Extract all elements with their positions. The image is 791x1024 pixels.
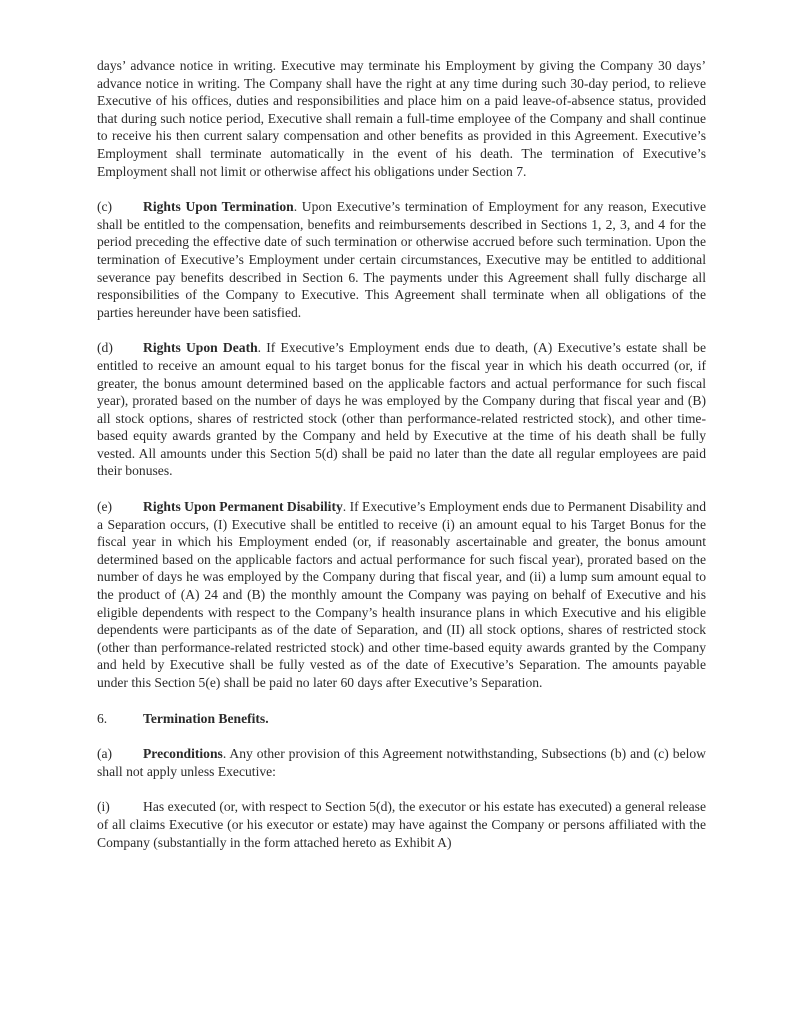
text-preconditions: . Any other provision of this Agreement notwithstanding, Subsections (b) and (c) below shall not apply unless Executive: [97,746,706,779]
section-number-6: 6. [97,710,108,726]
document-page [97,57,706,869]
heading-rights-upon-disability: Rights Upon Permanent Disability [143,499,343,515]
paragraph-rights-upon-death [97,339,706,480]
heading-rights-upon-termination: Rights Upon Termination [143,199,294,215]
item-label-i: (i) [97,799,110,815]
heading-rights-upon-death: Rights Upon Death [143,340,258,356]
text-release-clause: Has executed (or, with respect to Section 5(d), the executor or his estate has executed) a general release of all claims Executive (or his executor or estate) may have against the Company or persons affiliated with the Company (substantially in the form attached hereto as Exhibit A) [97,799,706,850]
section-heading-termination-benefits [97,710,706,728]
subsection-label-d: (d) [97,340,113,356]
paragraph-notice-text: days’ advance notice in writing. Executive may terminate his Employment by giving the Company 30 days’ advance notice in writing. The Company shall have the right at any time during such 30-day period, to relieve Executive of his offices, duties and responsibilities and place him on a paid leave-of-absence status, provided that during such notice period, Executive shall remain a full-time employee of the Company and shall continue to receive his then current salary compensation and other benefits as provided in this Agreement. Executive’s Employment shall terminate automatically in the event of his death. The termination of Executive’s Employment shall not limit or otherwise affect his obligations under Section 7. [97,58,706,179]
subsection-label-a: (a) [97,746,113,762]
text-rights-upon-termination: . Upon Executive’s termination of Employment for any reason, Executive shall be entitled to the compensation, benefits and reimbursements described in Sections 1, 2, 3, and 4 for the period preceding the effective date of such termination or otherwise accrued before such termination. Upon the termination of Executive’s Employment under certain circumstances, Executive may be entitled to additional severance pay benefits described in Section 6. The payments under this Agreement shall fully discharge all responsibilities of the Company to Executive. This Agreement shall terminate when all obligations of the parties hereunder have been satisfied. [97,199,706,320]
heading-termination-benefits: Termination Benefits. [143,710,269,726]
paragraph-rights-upon-termination [97,198,706,321]
paragraph-preconditions [97,745,706,780]
subsection-label-c: (c) [97,199,113,215]
paragraph-rights-upon-disability [97,498,706,692]
subsection-label-e: (e) [97,499,113,515]
heading-preconditions: Preconditions [143,746,223,762]
text-rights-upon-disability: . If Executive’s Employment ends due to Permanent Disability and a Separation occurs, (I) Executive shall be entitled to receive (i) an amount equal to his Target Bonus for the fiscal year in which his Employment ended (or, if reasonably ascertainable and greater, the bonus amount determined based on the applicable factors and actual performance for such fiscal year), prorated based on the number of days he was employed by the Company during that fiscal year, and (ii) a lump sum amount equal to the product of (A) 24 and (B) the monthly amount the Company was paying on behalf of Executive and his eligible dependents with respect to the Company’s health insurance plans in which Executive and his eligible dependents were participants as of the date of Separation, and (II) all stock options, shares of restricted stock (other than performance-related restricted stock) and other time-based equity awards granted by the Company and held by Executive shall be fully vested as of the date of Executive’s Separation. The amounts payable under this Section 5(e) shall be paid no later 60 days after Executive’s Separation. [97,499,706,690]
paragraph-notice [97,57,706,180]
paragraph-release-clause [97,798,706,851]
text-rights-upon-death: . If Executive’s Employment ends due to death, (A) Executive’s estate shall be entitled to receive an amount equal to his target bonus for the fiscal year in which his death occurred (or, if greater, the bonus amount determined based on the applicable factors and actual performance for such fiscal year), prorated based on the number of days he was employed by the Company during that fiscal year and (B) all stock options, shares of restricted stock (other than performance-related restricted stock), and other time-based equity awards granted by the Company and held by Executive at the time of his death shall be fully vested. All amounts under this Section 5(d) shall be paid no later than the date all regular employees are paid their bonuses. [97,340,706,479]
